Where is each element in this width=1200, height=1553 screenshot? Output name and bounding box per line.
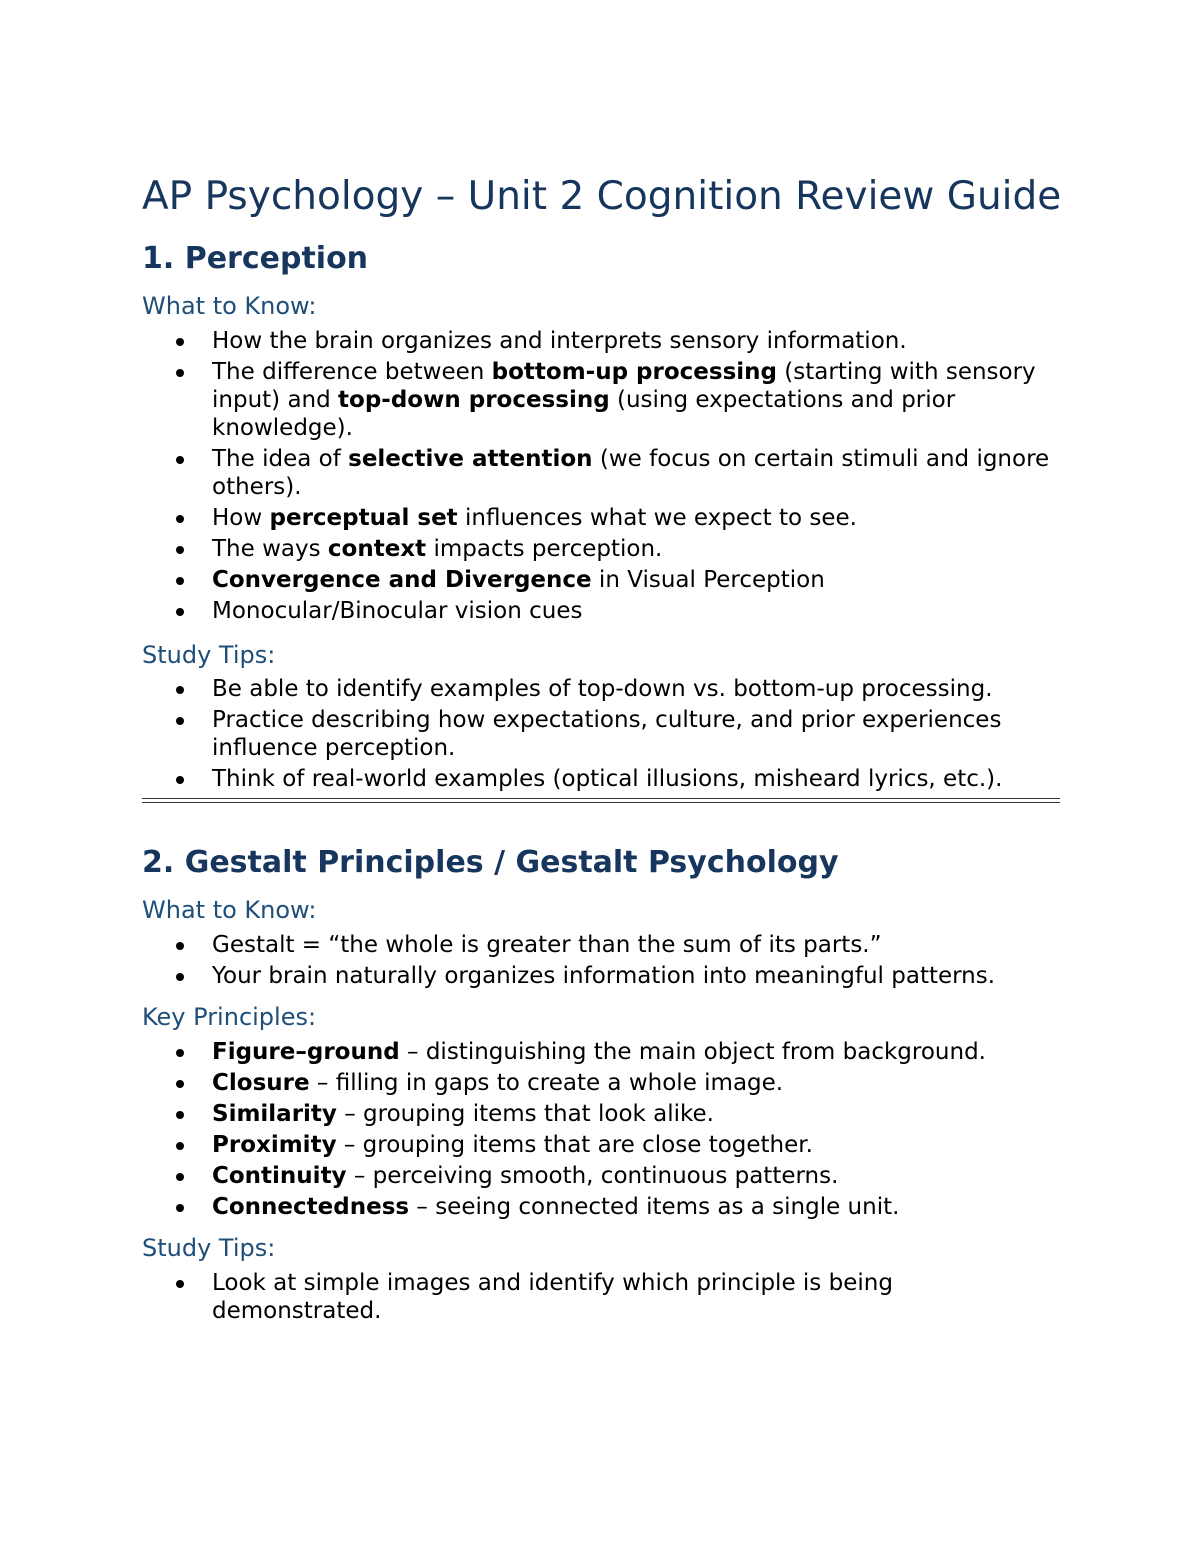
item-text: – grouping items that are close together. [336, 1132, 813, 1158]
key-term: bottom-up processing [491, 359, 777, 385]
bullet-icon [176, 1049, 184, 1057]
bullet-icon [176, 456, 184, 464]
item-text: Your brain naturally organizes information into meaningful patterns. [212, 963, 996, 989]
key-term: top-down processing [338, 387, 610, 413]
study-tips-list [142, 675, 1062, 793]
list-item [142, 535, 1062, 563]
key-term: Closure [212, 1070, 310, 1096]
item-text: How [212, 505, 270, 531]
key-term: perceptual set [269, 505, 458, 531]
list-item [142, 504, 1062, 532]
study-tips-heading: Study Tips: [142, 641, 276, 669]
list-item [142, 358, 1062, 442]
list-item [142, 765, 1062, 793]
item-text: – perceiving smooth, continuous patterns. [346, 1163, 839, 1189]
item-text: (using expectations and prior knowledge). [212, 387, 956, 441]
bullet-icon [176, 338, 184, 346]
list-item [142, 962, 1062, 990]
list-item [142, 445, 1062, 501]
document-title: AP Psychology – Unit 2 Cognition Review Guide [142, 174, 1062, 219]
item-text: How the brain organizes and interprets sensory information. [212, 328, 907, 354]
bullet-icon [176, 686, 184, 694]
list-item [142, 327, 1062, 355]
item-text: (starting with sensory input) and [212, 359, 1036, 413]
bullet-icon [176, 546, 184, 554]
item-text: – grouping items that look alike. [336, 1101, 714, 1127]
bullet-icon [176, 369, 184, 377]
section-divider [142, 798, 1060, 803]
what-to-know-heading: What to Know: [142, 292, 317, 320]
list-item [142, 675, 1062, 703]
bullet-icon [176, 1080, 184, 1088]
key-term: selective attention [348, 446, 593, 472]
item-text: – seeing connected items as a single unit. [409, 1194, 900, 1220]
item-text: Look at simple images and identify which principle is being demonstrated. [212, 1270, 893, 1324]
item-text: Monocular/Binocular vision cues [212, 598, 583, 624]
what-to-know-list [142, 327, 1062, 625]
list-item [142, 1038, 1062, 1066]
list-item [142, 1193, 1062, 1221]
list-item [142, 1162, 1062, 1190]
item-text: impacts perception. [426, 536, 663, 562]
list-item [142, 1131, 1062, 1159]
bullet-icon [176, 1142, 184, 1150]
item-text: Practice describing how expectations, culture, and prior experiences influence perception. [212, 707, 1002, 761]
list-item [142, 1269, 1062, 1325]
item-text: – distinguishing the main object from background. [399, 1039, 986, 1065]
item-text: – filling in gaps to create a whole image. [309, 1070, 784, 1096]
item-text: The ways [212, 536, 328, 562]
key-principles-list [142, 1038, 1062, 1221]
bullet-icon [176, 973, 184, 981]
document-content [142, 174, 1062, 1328]
key-term: context [327, 536, 427, 562]
bullet-icon [176, 1280, 184, 1288]
section-heading-perception: 1. Perception [142, 241, 369, 276]
list-item [142, 706, 1062, 762]
bullet-icon [176, 1111, 184, 1119]
what-to-know-list [142, 931, 1062, 990]
item-text: Gestalt = “the whole is greater than the sum of its parts.” [212, 932, 882, 958]
item-text: (we focus on certain stimuli and ignore others). [212, 446, 1050, 500]
key-term: Similarity [212, 1101, 337, 1127]
item-text: influences what we expect to see. [457, 505, 857, 531]
bullet-icon [176, 942, 184, 950]
key-principles-heading: Key Principles: [142, 1003, 317, 1031]
bullet-icon [176, 1204, 184, 1212]
what-to-know-heading: What to Know: [142, 896, 317, 924]
section-heading-gestalt: 2. Gestalt Principles / Gestalt Psychology [142, 845, 839, 880]
item-text: Think of real-world examples (optical illusions, misheard lyrics, etc.). [212, 766, 1003, 792]
key-term: Convergence and Divergence [212, 567, 592, 593]
key-term: Figure–ground [212, 1039, 400, 1065]
bullet-icon [176, 515, 184, 523]
key-term: Connectedness [212, 1194, 410, 1220]
item-text: in Visual Perception [591, 567, 825, 593]
list-item [142, 566, 1062, 594]
bullet-icon [176, 776, 184, 784]
list-item [142, 597, 1062, 625]
bullet-icon [176, 577, 184, 585]
list-item [142, 1100, 1062, 1128]
study-tips-list [142, 1269, 1062, 1325]
study-tips-heading: Study Tips: [142, 1234, 276, 1262]
item-text: The difference between [212, 359, 492, 385]
bullet-icon [176, 717, 184, 725]
list-item [142, 931, 1062, 959]
list-item [142, 1069, 1062, 1097]
bullet-icon [176, 608, 184, 616]
item-text: Be able to identify examples of top-down vs. bottom-up processing. [212, 676, 993, 702]
bullet-icon [176, 1173, 184, 1181]
item-text: The idea of [212, 446, 349, 472]
key-term: Proximity [212, 1132, 337, 1158]
key-term: Continuity [212, 1163, 347, 1189]
